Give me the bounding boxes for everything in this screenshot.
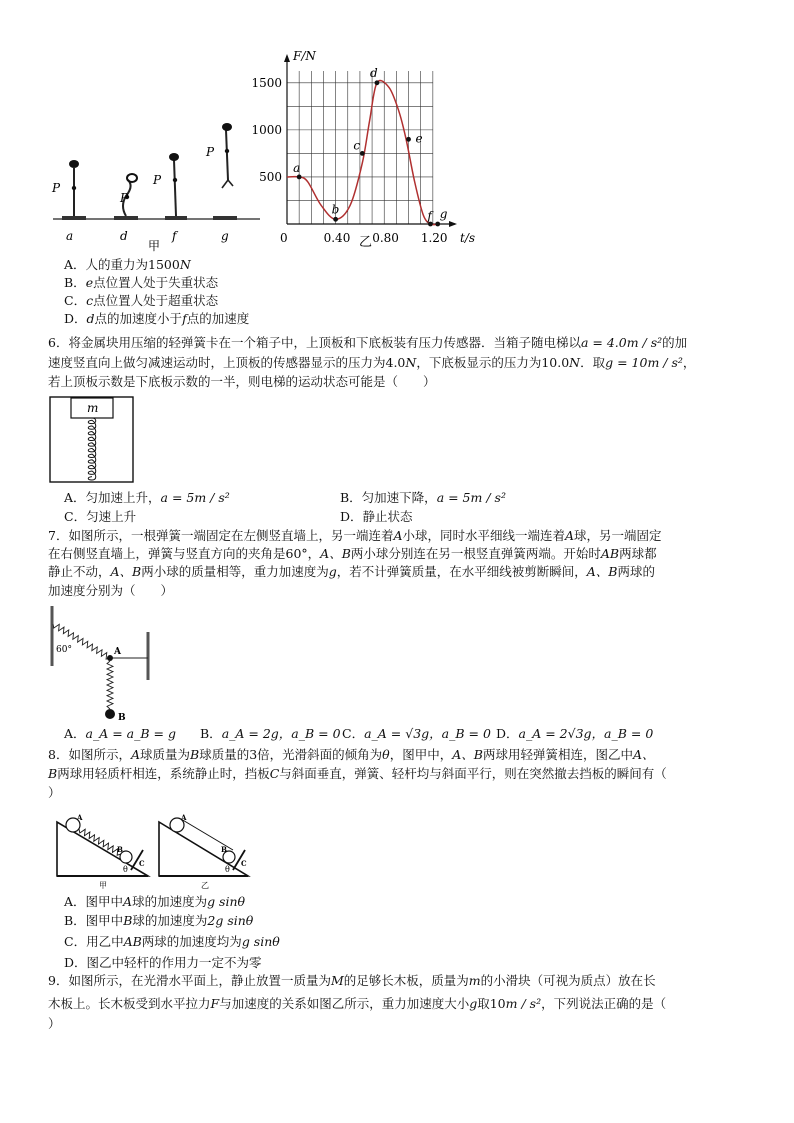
q6-option-d [340, 508, 413, 526]
q8-line1-d: ，图甲中， [389, 747, 453, 762]
q6-figure [49, 396, 135, 484]
q7-line2-b: 两小球分别连在另一根竖直弹簧两端。开始时 [350, 546, 601, 561]
q6-line1 [48, 334, 748, 352]
q8-option-b-var: B [123, 913, 133, 928]
p-label-g: P [206, 145, 215, 159]
q5-option-b-var: e [85, 275, 94, 290]
q8-line2-var-b: B [48, 766, 58, 781]
q7-option-a-text: A． [64, 726, 86, 741]
q9-line2-c: 取10 [477, 996, 506, 1011]
q6-line2-text: 速度竖直向上做匀减速运动时，上顶板的传感器显示的压力为4.0 [48, 355, 406, 370]
q5-option-c [64, 292, 218, 310]
caption-yi: 乙 [359, 235, 373, 250]
q8-yi-c-label: C [241, 859, 247, 868]
q8-jia-a-label: A [77, 813, 83, 822]
q6-mass-label: m [87, 401, 99, 415]
q8-drawing [53, 812, 263, 890]
q7-line3-vars2: A、B [586, 564, 618, 579]
q8-line1-b: 球质量为 [140, 747, 191, 762]
q6-line2-tail: ， [682, 355, 696, 370]
q7-vertical-spring [107, 661, 113, 709]
q9-line2-var-g: g [469, 996, 478, 1011]
q6-box-drawing [49, 396, 135, 484]
q8-option-b-b: 球的加速度为 [132, 913, 208, 928]
q8-option-c-a: C．用乙中 [64, 934, 124, 949]
p-label-f: P [153, 173, 162, 187]
q7-option-b-expr: a_A = 2g，a_B = 0 [221, 726, 341, 741]
chart-ticks [251, 76, 447, 245]
q8-line1 [48, 746, 748, 764]
q5-option-c-var: c [86, 293, 94, 308]
q7-line1 [48, 527, 748, 545]
point-label-b: b [331, 202, 340, 217]
q7-line1-c: 球，另一端固定 [574, 528, 662, 543]
q5-option-b-text: 点位置人处于失重状态 [93, 275, 219, 290]
point-label-e: e [415, 131, 423, 146]
q7-option-a-expr: a_A = a_B = g [85, 726, 176, 741]
q7-line1-a: 7．如图所示，一根弹簧一端固定在左侧竖直墙上，另一端连着 [48, 528, 394, 543]
point-c [360, 151, 365, 156]
q7-line3-d: 两球的 [617, 564, 656, 579]
q9-line2-b: 与加速度的关系如图乙所示，重力加速度大小 [219, 996, 470, 1011]
q6-line1-end: 的加 [662, 335, 688, 350]
q6-line3-text: 若上顶板示数是下底板示数的一半，则电梯的运动状态可能是（ ） [48, 374, 436, 389]
q7-line3-a: 静止不动， [48, 564, 111, 579]
q6-line2-mid: ，下底板显示的压力为10.0 [416, 355, 570, 370]
q8-option-a-b: 球的加速度为 [132, 894, 208, 909]
q5-option-a-unit: N [179, 257, 191, 272]
q8-line1-theta: θ [382, 747, 390, 762]
label-g: g [221, 229, 229, 243]
q8-option-c-var: AB [123, 934, 142, 949]
q8-jia-theta-label: θ [123, 865, 128, 874]
q6-option-b-val: a = 5m / s² [436, 490, 506, 505]
point-label-g: g [439, 207, 448, 221]
q8-yi-theta-label: θ [225, 865, 230, 874]
point-label-c: c [353, 138, 361, 153]
origin-label: 0 [280, 231, 288, 245]
y-axis-arrow [284, 54, 290, 62]
q8-option-a-a: A．图甲中 [64, 894, 124, 909]
q9-line1-b: 的足够长木板，质量为 [343, 973, 469, 988]
q7-line2-c: 两球都 [619, 546, 657, 561]
q7-line3 [48, 563, 748, 581]
q5-option-d-text: 点的加速度 [186, 311, 250, 326]
x-tick-label: 0.40 [323, 231, 351, 245]
q6-option-a-val: a = 5m / s² [160, 490, 230, 505]
point-d [375, 80, 380, 85]
q8-yi-b-label: B [221, 845, 227, 854]
q6-spring [88, 418, 96, 480]
q9-line2 [48, 995, 748, 1013]
q9-line1-var-m-big: M [330, 973, 344, 988]
q8-option-c-b: 两球的加速度均为 [141, 934, 242, 949]
q8-option-b-expr: 2g sinθ [207, 913, 254, 928]
q6-option-a [64, 489, 230, 507]
q5-option-c-prefix: C． [64, 293, 87, 308]
q7-option-d-expr: a_A = 2√3g，a_B = 0 [518, 726, 654, 741]
q7-line3-g: g [328, 564, 337, 579]
q7-option-c-text: C． [342, 726, 365, 741]
p-label-a: P [52, 181, 61, 195]
q8-option-c-expr: g sinθ [241, 934, 280, 949]
caption-jia: 甲 [148, 239, 161, 253]
q6-option-c [64, 508, 136, 526]
q7-line1-var-a2: A [565, 528, 575, 543]
q5-option-d-mid: 点的加速度小于 [94, 311, 183, 326]
point-g [435, 222, 440, 227]
q8-option-a-var: A [123, 894, 133, 909]
q6-option-b-text: B．匀加速下降， [340, 490, 437, 505]
q5-option-d-var2: f [182, 311, 187, 326]
q7-line2-ab: AB [600, 546, 620, 561]
q7-line2-vars: A、B [320, 546, 351, 561]
q8-line1-var-a2: A、 [632, 747, 655, 762]
q7-option-c [342, 725, 491, 743]
q8-line2 [48, 765, 748, 783]
q8-option-a-expr: g sinθ [207, 894, 246, 909]
q5-option-c-text: 点位置人处于超重状态 [93, 293, 219, 308]
q8-line1-e: 两球用轻弹簧相连，图乙中 [482, 747, 633, 762]
y-tick-label: 500 [259, 169, 282, 184]
q7-figure [48, 604, 158, 722]
q8-jia-c-label: C [139, 859, 145, 868]
q7-line4-text: 加速度分别为（ ） [48, 583, 174, 598]
chart-axes [284, 54, 457, 227]
q8-line2-b: 与斜面垂直，弹簧、轻杆均与斜面平行，则在突然撤去挡板的瞬间有（ [279, 766, 667, 781]
q8-line1-c: 球质量的3倍，光滑斜面的倾角为 [199, 747, 383, 762]
q9-line1-var-m: m [468, 973, 481, 988]
x-tick-label: 0.80 [372, 231, 399, 245]
label-f: f [172, 229, 177, 243]
point-label-a: a [293, 160, 301, 175]
force-time-chart [251, 44, 485, 254]
q6-accel: a = 4.0m / s² [580, 335, 663, 350]
q9-line3-text: ） [48, 1016, 61, 1031]
q6-option-c-text: C．匀速上升 [64, 509, 137, 524]
q5-option-b-prefix: B． [64, 275, 86, 290]
q6-option-d-text: D．静止状态 [340, 509, 413, 524]
y-tick-label: 1000 [251, 122, 282, 137]
q8-line2-var-c: C [269, 766, 280, 781]
q6-line3 [48, 373, 748, 391]
q7-option-b-text: B． [200, 726, 222, 741]
q8-line3 [48, 784, 748, 802]
q6-g-value: g = 10m / s² [605, 355, 683, 370]
q9-line2-unit: m / s² [505, 996, 542, 1011]
q7-option-b [200, 725, 341, 743]
q5-option-b [64, 274, 218, 292]
q8-line3-text: ） [48, 785, 61, 800]
q7-line3-c: ，若不计弹簧质量，在水平细线被剪断瞬间， [336, 564, 587, 579]
x-axis-label: t/s [460, 231, 476, 245]
q8-line2-a: 两球用轻质杆相连，系统静止时，挡板 [57, 766, 270, 781]
q9-line1 [48, 972, 748, 990]
q8-line1-a: 8．如图所示， [48, 747, 131, 762]
q7-option-d [496, 725, 653, 743]
q8-spring [79, 829, 121, 855]
y-axis-label: F/N [293, 49, 316, 63]
point-e [406, 137, 411, 142]
q7-option-c-expr: a_A = √3g，a_B = 0 [364, 726, 491, 741]
q8-line1-var-b: B [190, 747, 200, 762]
q6-option-a-text: A．匀加速上升， [64, 490, 161, 505]
q7-line2 [48, 545, 748, 563]
q6-line1-text: 6．将金属块用压缩的轻弹簧卡在一个箱子中，上顶板和下底板装有压力传感器．当箱子随电梯以 [48, 335, 581, 350]
q9-line1-c: 的小滑块（可视为质点）放在长 [480, 973, 656, 988]
q8-line1-vars: A、B [452, 747, 483, 762]
figure-jia [48, 118, 263, 253]
q6-line2-end: ．取 [580, 355, 606, 370]
figure-jia-drawing [48, 118, 263, 253]
x-axis-arrow [449, 221, 457, 227]
q9-line1-a: 9．如图所示，在光滑水平面上，静止放置一质量为 [48, 973, 331, 988]
q8-line1-var-a: A [130, 747, 140, 762]
q7-angle-label: 60° [56, 645, 72, 655]
q7-ball-a-label: A [114, 647, 121, 657]
q8-option-c [64, 933, 280, 951]
q7-option-d-text: D． [496, 726, 519, 741]
point-a [297, 175, 302, 180]
q5-option-d-var: d [86, 311, 95, 326]
q7-line3-vars: A、B [110, 564, 142, 579]
q6-line2 [48, 354, 748, 372]
q8-yi-a-label: A [181, 813, 187, 822]
label-a: a [66, 229, 74, 243]
q7-line4 [48, 582, 748, 600]
q7-line1-var-a: A [393, 528, 403, 543]
q8-jia-b-label: B [117, 845, 123, 854]
q6-unit-n2: N [569, 355, 581, 370]
q8-option-d [64, 954, 262, 972]
q7-line3-b: 两小球的质量相等，重力加速度为 [141, 564, 329, 579]
q9-line2-var-f: F [210, 996, 220, 1011]
q7-drawing [48, 604, 158, 722]
q8-option-d-text: D．图乙中轻杆的作用力一定不为零 [64, 955, 262, 970]
chart-marked-points [293, 66, 448, 227]
figure-yi [251, 44, 485, 254]
q8-yi-caption: 乙 [201, 881, 209, 890]
q8-option-b [64, 912, 253, 930]
q7-ball-b-label: B [118, 713, 126, 723]
y-tick-label: 1500 [251, 75, 282, 90]
label-d: d [120, 229, 128, 243]
q7-line1-b: 小球，同时水平细线一端连着 [402, 528, 566, 543]
q7-option-a [64, 725, 176, 743]
q9-line2-a: 木板上。长木板受到水平拉力 [48, 996, 211, 1011]
point-label-d: d [369, 65, 378, 80]
q6-unit-n1: N [405, 355, 417, 370]
q6-option-b [340, 489, 506, 507]
q8-figure [53, 812, 263, 890]
point-label-f: f [427, 209, 432, 223]
p-label-d: P [120, 191, 129, 205]
q9-line3 [48, 1015, 748, 1033]
q5-option-a-text: A．人的重力为1500 [64, 257, 180, 272]
x-tick-label: 1.20 [420, 231, 448, 245]
q8-option-a [64, 893, 245, 911]
q5-option-d-prefix: D． [64, 311, 87, 326]
q8-jia-caption: 甲 [99, 881, 107, 890]
q8-option-b-a: B．图甲中 [64, 913, 124, 928]
point-b [333, 217, 338, 222]
q5-option-a [64, 256, 191, 274]
q9-line2-d: ，下列说法正确的是（ [541, 996, 667, 1011]
q7-line2-a: 在右侧竖直墙上，弹簧与竖直方向的夹角是60°， [48, 546, 321, 561]
q5-option-d [64, 310, 249, 328]
